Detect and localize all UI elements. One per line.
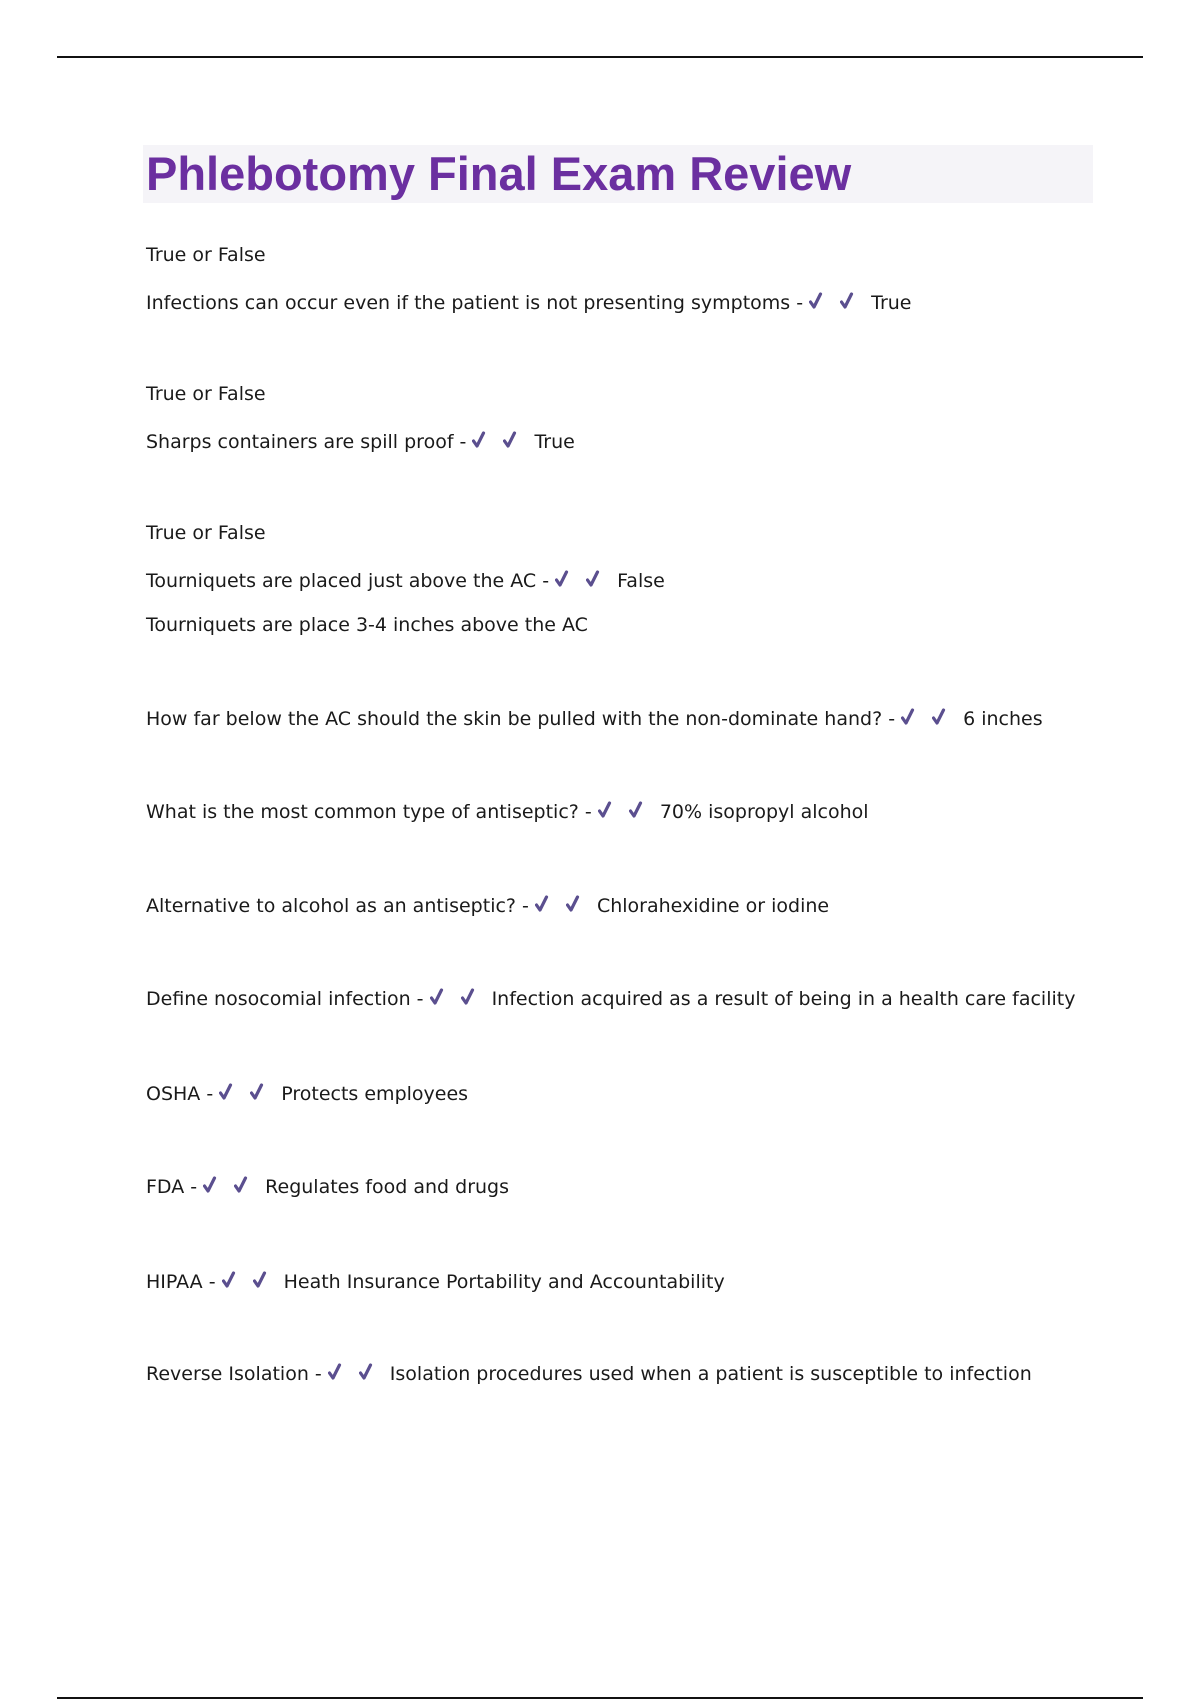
checkmark-icon [809, 291, 836, 313]
checkmark-icon [328, 1362, 355, 1384]
question-text: HIPAA - [146, 1271, 216, 1293]
checkmark-icon [234, 1175, 261, 1197]
qa-item [146, 429, 575, 455]
checkmark-icon [566, 894, 593, 916]
qa-item [146, 1081, 468, 1107]
checkmark-icon [535, 894, 562, 916]
question-text: Tourniquets are placed just above the AC - [146, 570, 550, 592]
checkmark-icon [430, 987, 457, 1009]
qa-item [146, 799, 869, 825]
label-text: True or False [146, 244, 266, 266]
checkmark-icon [586, 569, 613, 591]
answer-text: Heath Insurance Portability and Accountability [283, 1271, 725, 1293]
qa-item [146, 1174, 509, 1200]
label-text: True or False [146, 522, 266, 544]
checkmark-icon [219, 1082, 246, 1104]
question-text: Alternative to alcohol as an antiseptic? - [146, 895, 529, 917]
question-text: How far below the AC should the skin be pulled with the non-dominate hand? - [146, 708, 896, 730]
checkmark-icon [461, 987, 488, 1009]
answer-text: Protects employees [281, 1083, 469, 1105]
checkmark-icon [359, 1362, 386, 1384]
qa-item [146, 290, 911, 316]
bottom-rule [57, 1697, 1143, 1699]
checkmark-icon [840, 291, 867, 313]
answer-text: True [871, 292, 912, 314]
checkmark-icon [932, 707, 959, 729]
qa-item [146, 986, 1075, 1012]
checkmark-icon [472, 430, 499, 452]
question-text: FDA - [146, 1176, 198, 1198]
answer-text: 70% isopropyl alcohol [659, 801, 869, 823]
checkmark-icon [901, 707, 928, 729]
answer-text: False [617, 570, 665, 592]
section-label [146, 242, 266, 268]
checkmark-icon [503, 430, 530, 452]
question-text: Define nosocomial infection - [146, 988, 424, 1010]
answer-text: Chlorahexidine or iodine [596, 895, 830, 917]
checkmark-icon [222, 1270, 249, 1292]
page-title: Phlebotomy Final Exam Review [146, 147, 852, 200]
checkmark-icon [250, 1082, 277, 1104]
section-label [146, 520, 266, 546]
top-rule [57, 56, 1143, 58]
qa-item [146, 1269, 725, 1295]
section-label [146, 381, 266, 407]
label-text: True or False [146, 383, 266, 405]
answer-text: Regulates food and drugs [265, 1176, 510, 1198]
checkmark-icon [629, 800, 656, 822]
checkmark-icon [203, 1175, 230, 1197]
label-text: Tourniquets are place 3-4 inches above the AC [146, 614, 588, 636]
question-text: Reverse Isolation - [146, 1363, 322, 1385]
checkmark-icon [253, 1270, 280, 1292]
question-text: Sharps containers are spill proof - [146, 431, 467, 453]
question-text: Infections can occur even if the patient is not presenting symptoms - [146, 292, 804, 314]
checkmark-icon [598, 800, 625, 822]
answer-text: True [534, 431, 575, 453]
question-text: What is the most common type of antiseptic? - [146, 801, 592, 823]
qa-item [146, 1361, 1032, 1387]
question-text: OSHA - [146, 1083, 214, 1105]
answer-text: 6 inches [963, 708, 1043, 730]
checkmark-icon [555, 569, 582, 591]
answer-text: Infection acquired as a result of being in a health care facility [491, 988, 1076, 1010]
qa-item [146, 706, 1043, 732]
section-label [146, 612, 588, 638]
answer-text: Isolation procedures used when a patient is susceptible to infection [389, 1363, 1032, 1385]
qa-item [146, 568, 665, 594]
qa-item [146, 893, 829, 919]
